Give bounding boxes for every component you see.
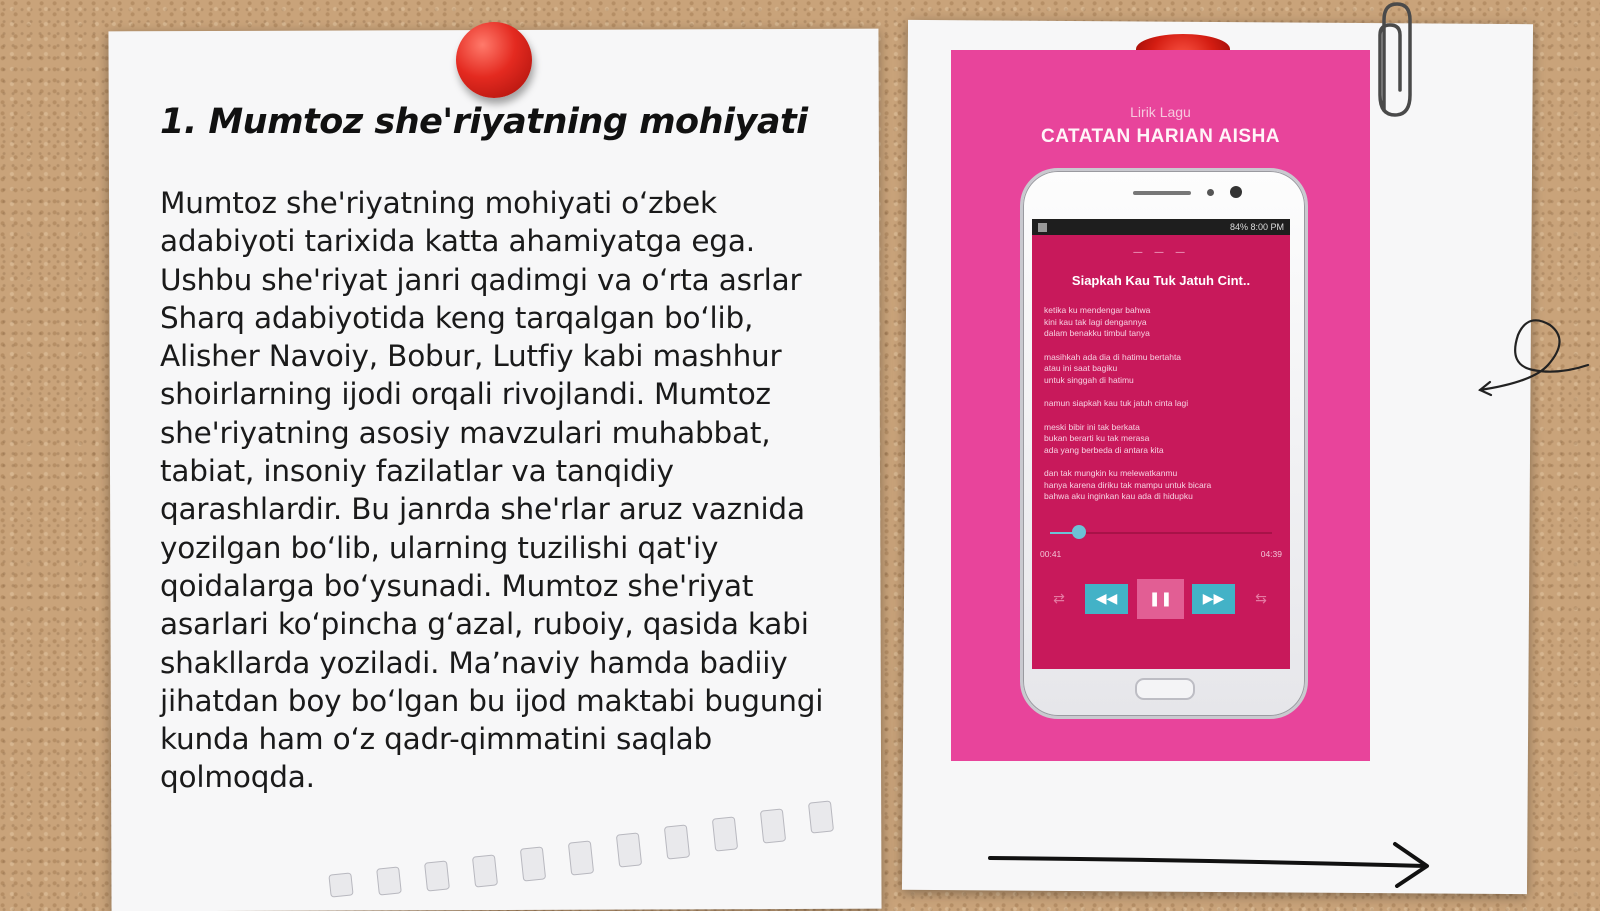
red-pushpin-icon — [456, 22, 532, 98]
lyrics-stanza: masihkah ada dia di hatimu bertahta atau ini saat bagiku untuk singgah di hatimu — [1044, 351, 1182, 385]
lyrics-stanza: meski bibir ini tak berkata bukan berarti ku tak merasa ada yang berbeda di antara kita — [1044, 421, 1164, 455]
lyrics-stanza: ketika ku mendengar bahwa kini kau tak lagi dengannya dalam benakku timbul tanya — [1044, 305, 1151, 338]
promo-title: CATATAN HARIAN AISHA — [1040, 126, 1281, 147]
repeat-icon[interactable]: ⇆ — [1255, 591, 1267, 607]
notification-icon — [1038, 223, 1047, 232]
song-title: Siapkah Kau Tuk Jatuh Cint.. — [1071, 273, 1251, 288]
page-indicator: — — — — [1132, 247, 1190, 258]
phone-screen — [1032, 219, 1290, 669]
section-body-text: Mumtoz she'riyatning mohiyati o‘zbek adabiyoti tarixida katta ahamiyatga ega. Ushbu she'riyat janri qadimgi va o‘rta asrlar Sharq adabiyotida keng tarqalgan bo‘lib, Alisher Navoiy, Bobur, Lutfiy kabi mashhur shoirlarning ijodi orqali rivojlandi. Mumtoz she'riyatning asosiy mavzulari muhabbat, tabiat, insoniy fazilatlar va tanqidiy qarashlardir. Bu janrda she'rlar aruz vaznida yozilgan bo‘lib, ularning tuzilishi qat'iy qoidalarga bo‘ysunadi. Mumtoz she'riyat asarlari ko‘pincha g‘azal, ruboiy, qasida kabi shakllarda yoziladi. Ma’naviy hamda badiiy jihatdan boy bo‘lgan bu ijod maktabi bugungi kunda ham o‘z qadr-qimmatini saqlab qolmoqda. — [160, 186, 824, 795]
rewind-button[interactable]: ◀◀ — [1085, 584, 1128, 614]
phone-home-button — [1135, 678, 1195, 700]
pause-button[interactable]: ❚❚ — [1137, 579, 1184, 619]
promo-subtitle: Lirik Lagu — [1130, 104, 1191, 120]
time-total: 04:39 — [1260, 549, 1282, 559]
phone-sensor — [1207, 189, 1214, 196]
app-promo-image — [951, 50, 1370, 761]
lyrics-list — [1044, 305, 1279, 515]
forward-button[interactable]: ▶▶ — [1192, 584, 1235, 614]
playback-progress-bar[interactable] — [1050, 532, 1272, 534]
smartphone-mockup — [1020, 168, 1308, 719]
lyrics-stanza: namun siapkah kau tuk jatuh cinta lagi — [1044, 398, 1189, 408]
torn-paper-tabs-decoration — [300, 800, 880, 900]
phone-speaker — [1133, 191, 1191, 195]
scribble-arrow-decoration — [1478, 310, 1598, 410]
paperclip-icon — [1370, 0, 1420, 125]
status-text: 84% 8:00 PM — [1229, 222, 1284, 232]
section-title: 1. Mumtoz she'riyatning mohiyati — [160, 102, 808, 142]
shuffle-icon[interactable]: ⇄ — [1053, 591, 1065, 607]
right-arrow-icon — [985, 838, 1445, 888]
phone-camera-icon — [1230, 186, 1242, 198]
status-bar — [1032, 219, 1290, 235]
time-current: 00:41 — [1040, 549, 1062, 559]
progress-knob[interactable] — [1072, 525, 1086, 539]
lyrics-stanza: dan tak mungkin ku melewatkanmu hanya karena diriku tak mampu untuk bicara bahwa aku inginkan kau ada di hidupku — [1044, 468, 1212, 501]
